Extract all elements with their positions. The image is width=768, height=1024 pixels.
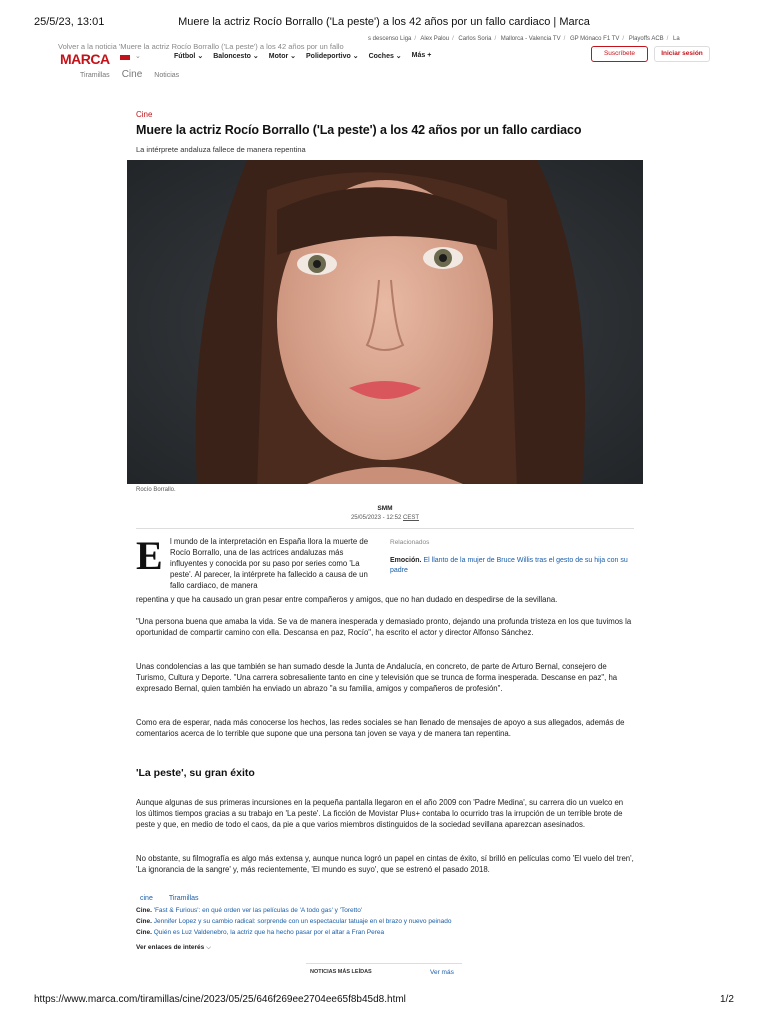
interest-link[interactable]: 'Fast & Furious': en qué orden ver las películas de 'A todo gas' y 'Toretto' <box>153 907 363 914</box>
main-nav <box>174 52 431 60</box>
back-to-article-link[interactable]: Volver a la noticia 'Muere la actriz Rocío Borrallo ('La peste') a los 42 años por un fallo <box>58 42 344 51</box>
site-header <box>58 42 710 72</box>
interest-link[interactable]: Quién es Luz Valdenebro, la actriz que ha hecho pasar por el altar a Fran Perea <box>153 929 385 936</box>
section-heading: 'La peste', su gran éxito <box>136 767 255 779</box>
most-read-title: NOTICIAS MÁS LEÍDAS <box>310 969 372 975</box>
nav-item-futbol[interactable]: Fútbol ⌄ <box>174 53 204 60</box>
print-date: 25/5/23, 13:01 <box>34 16 105 28</box>
byline <box>136 505 634 521</box>
article-lead: La intérprete andaluza fallece de manera repentina <box>136 145 306 154</box>
tag-tiramillas[interactable]: Tiramillas <box>168 895 199 902</box>
spain-flag-icon[interactable] <box>120 55 130 60</box>
subnav-noticias[interactable]: Noticias <box>154 72 180 79</box>
interest-link[interactable]: Jennifer Lopez y su cambio radical: sorprende con un espectacular tatuaje en el brazo y nuevo peinado <box>153 918 452 925</box>
nav-item-coches[interactable]: Coches ⌄ <box>368 53 402 60</box>
subnav-cine[interactable]: Cine <box>121 69 143 80</box>
list-item: Cine. 'Fast & Furious': en qué orden ver las películas de 'A todo gas' y 'Toretto' <box>136 907 363 914</box>
trending-link[interactable]: Carlos Soria <box>458 36 492 42</box>
nav-item-mas[interactable]: Más + <box>411 52 432 59</box>
nav-item-polideportivo[interactable]: Polideportivo ⌄ <box>306 53 359 60</box>
chevron-down-icon: ⌵ <box>206 944 212 951</box>
trending-link[interactable]: Mallorca - Valencia TV <box>500 36 561 42</box>
tag-list <box>140 895 199 902</box>
most-read-header <box>306 963 462 981</box>
related-title: Relacionados <box>390 539 430 546</box>
subscribe-button[interactable]: Suscríbete <box>591 46 648 62</box>
login-button[interactable]: Iniciar sesión <box>654 46 710 62</box>
trending-link[interactable]: Alex Palou <box>420 36 450 42</box>
paragraph: Aunque algunas de sus primeras incursiones en la pequeña pantalla llegaron en el año 2009 con 'Padre Medina', su carrera dio un vuelco en los últimos tiempos gracias a su trabajo en 'La peste'. La ficción de Movistar Plus+ contaba lo ocurrido tras la irrupción de un terrible brote de peste y que, en medio de todo el caos, da pie a que varios miembros distinguidos de la sociedad sevillana aparezcan asesinados. <box>136 798 624 829</box>
publish-date: 25/05/2023 - 12:52 CEST <box>350 515 420 521</box>
chevron-down-icon[interactable]: ⌄ <box>135 53 141 60</box>
marca-logo[interactable]: MARCA <box>60 51 110 67</box>
section-subnav <box>80 69 179 80</box>
more-links-toggle[interactable]: Ver enlaces de interés ⌵ <box>136 944 212 951</box>
trending-link[interactable]: Playoffs ACB <box>628 36 664 42</box>
page-number: 1/2 <box>720 994 734 1005</box>
paragraph: Como era de esperar, nada más conocerse los hechos, las redes sociales se han llenado de mensajes de apoyo a sus allegados, además de comentarios acerca de lo terrible que supone que una persona tan joven se vaya y de manera tan repentina. <box>136 718 625 738</box>
divider <box>136 528 634 529</box>
paragraph: l mundo de la interpretación en España llora la muerte de Rocío Borrallo, una de las actrices andaluzas más influyentes y conocida por su paso por series como 'La peste'. Al parecer, la intérprete ha fallecido a causa de un fallo cardiaco, de manera <box>170 537 369 590</box>
article-photo <box>127 160 643 484</box>
portrait-illustration <box>127 160 643 484</box>
print-header <box>0 16 768 32</box>
list-item: Cine. Jennifer Lopez y su cambio radical: sorprende con un espectacular tatuaje en el brazo y nuevo peinado <box>136 918 452 925</box>
nav-item-motor[interactable]: Motor ⌄ <box>268 53 297 60</box>
related-box <box>390 539 634 576</box>
trending-link[interactable]: La <box>673 36 680 42</box>
drop-cap: E <box>136 533 163 578</box>
print-url: https://www.marca.com/tiramillas/cine/2023/05/25/646f269ee2704ee65f8b45d8.html <box>34 994 406 1005</box>
interest-links <box>136 907 636 940</box>
paragraph: No obstante, su filmografía es algo más extensa y, aunque nunca logró un papel en cintas de éxito, sí brilló en películas como 'El vuelo del tren', 'La ignorancia de la sangre' y, más recientemente, 'El mundo es suyo', que se estrenó el pasado 2018. <box>136 854 634 874</box>
paragraph: Unas condolencias a las que también se han sumado desde la Junta de Andalucía, en concreto, de parte de Arturo Bernal, consejero de Turismo, Cultura y Deporte. "Una carrera sobresaliente tanto en cine y televisión que se trunca de forma inesperada. Descanse en paz", ha expresado Bernal, quien también ha enviado un abrazo "a su familia, amigos y compañeros de profesión". <box>136 662 618 693</box>
photo-caption: Rocío Borrallo. <box>136 487 176 493</box>
article-headline: Muere la actriz Rocío Borrallo ('La peste') a los 42 años por un fallo cardiaco <box>136 123 582 137</box>
related-item: Emoción. El llanto de la mujer de Bruce Willis tras el gesto de su hija con su padre <box>390 557 628 574</box>
print-title: Muere la actriz Rocío Borrallo ('La peste') a los 42 años por un fallo cardiaco | Marca <box>178 16 590 28</box>
trending-bar: s descenso Liga / Alex Palou / Carlos Soria / Mallorca - Valencia TV / GP Mónaco F1 TV / Playoffs ACB / La <box>368 36 680 42</box>
article-kicker[interactable]: Cine <box>136 110 153 119</box>
article-header <box>136 110 636 154</box>
subnav-tiramillas[interactable]: Tiramillas <box>80 72 110 79</box>
paragraph: "Una persona buena que amaba la vida. Se va de manera inesperada y demasiado pronto, dejando una profunda tristeza en los que tuvimos la oportunidad de compartir camino con ella. Descansa en paz, Rocío", ha escrito el actor y director Alfonso Sánchez. <box>136 617 632 637</box>
trending-link[interactable]: s descenso Liga <box>368 36 412 42</box>
see-more-link[interactable]: Ver más <box>430 969 454 976</box>
list-item: Cine. Quién es Luz Valdenebro, la actriz que ha hecho pasar por el altar a Fran Perea <box>136 929 385 936</box>
trending-link[interactable]: GP Mónaco F1 TV <box>569 36 620 42</box>
tag-cine[interactable]: cine <box>140 895 153 902</box>
nav-item-baloncesto[interactable]: Baloncesto ⌄ <box>213 53 259 60</box>
paragraph: repentina y que ha causado un gran pesar entre compañeros y amigos, que no han dudado en despedirse de la sevillana. <box>136 595 558 604</box>
related-link[interactable]: El llanto de la mujer de Bruce Willis tras el gesto de su hija con su padre <box>390 557 628 574</box>
author-name[interactable]: SMM <box>377 505 393 512</box>
